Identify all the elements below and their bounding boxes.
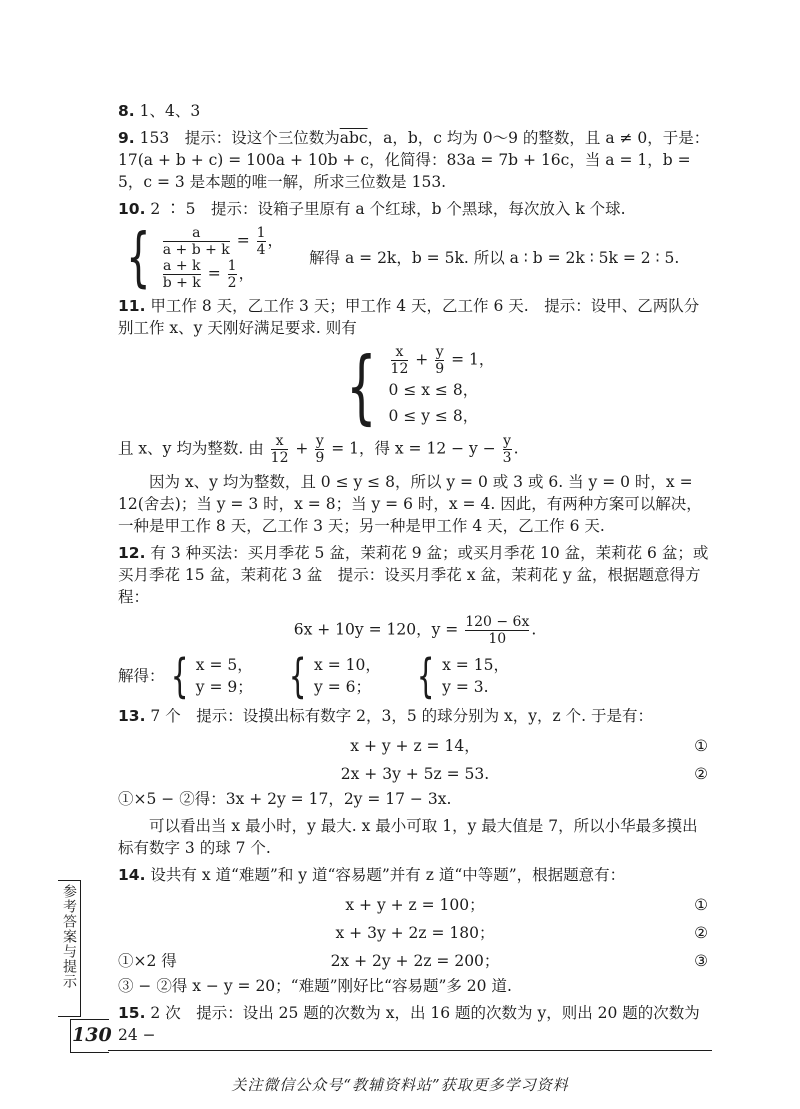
fraction — [163, 225, 230, 258]
answer-text: 设共有 x 道“难题”和 y 道“容易题”并有 z 道“中等题”，根据题意有： — [150, 866, 626, 884]
system-lines — [314, 654, 381, 698]
bottom-rule — [108, 1050, 712, 1051]
numerator: y — [503, 433, 512, 449]
footer-note: 关注微信公众号“教辅资料站”获取更多学习资料 — [231, 1076, 569, 1094]
left-brace: { — [416, 649, 435, 703]
equation-line: $\frac{a + k}{b + k}$ = $\frac{1}{2}$ ， — [162, 258, 255, 291]
equation-marker: ② — [694, 765, 708, 783]
numerator: y — [435, 344, 444, 360]
answer-text: 2 次 提示：设出 25 题的次数为 x，出 16 题的次数为 y，则出 20 题的次数为 24 − — [118, 1004, 700, 1044]
numerator: 1 — [227, 258, 237, 274]
side-tab-label: 参考答案与提示 — [61, 884, 77, 989]
solution-line: x = 5， — [195, 656, 253, 674]
fraction — [271, 433, 289, 466]
solution-system — [411, 649, 509, 703]
solve-label: 解得： — [118, 667, 165, 685]
answer-9 — [118, 127, 712, 193]
system-lines — [161, 225, 283, 291]
answer-text: 2 ∶ 5 提示：设箱子里原有 a 个红球，b 个黑球，每次放入 k 个球. — [150, 200, 626, 218]
answer-text: 153 提示：设这个三位数为 — [139, 129, 340, 147]
numerator: x — [275, 433, 284, 449]
denominator: 2 — [227, 275, 237, 291]
equation-marker: ③ — [694, 952, 708, 970]
numerator: x — [395, 344, 404, 360]
answer-8 — [118, 100, 712, 122]
equation-row — [118, 732, 712, 760]
punct: . — [513, 439, 519, 458]
denominator: 9 — [435, 361, 445, 377]
punct: . — [531, 620, 537, 639]
left-brace: { — [345, 339, 377, 433]
answer-text: ，a，b，c 均为 0～9 的整数，且 a ≠ 0，于是： — [367, 129, 710, 147]
denominator: 10 — [465, 630, 529, 647]
answer-text: 1、4、3 — [139, 102, 201, 120]
question-number: 13. — [118, 707, 146, 725]
equation-system-11 — [118, 339, 712, 433]
equation-line: 0 ≤ x ≤ 8， — [388, 381, 479, 399]
denominator: b + k — [162, 275, 201, 291]
punct: ， — [238, 264, 255, 283]
equation-text: 2x + 3y + 5z = 53. — [340, 765, 490, 783]
denominator: 12 — [390, 361, 409, 377]
left-brace: { — [288, 649, 307, 703]
solution-line: y = 3. — [442, 678, 489, 696]
fraction — [435, 344, 444, 377]
fraction — [391, 344, 409, 377]
equation-line: 0 ≤ y ≤ 8， — [388, 407, 479, 425]
denominator: 12 — [270, 450, 289, 466]
equation-line: $\frac{x}{12}$ + $\frac{y}{9}$ = 1， — [390, 344, 495, 377]
equation-system — [118, 221, 284, 295]
punct: ， — [267, 231, 284, 250]
equation-text: x + y + z = 100； — [345, 896, 485, 914]
answer-text: 甲工作 8 天，乙工作 3 天；甲工作 4 天，乙工作 6 天. 提示：设甲、乙两队分别工作 x、y 天刚好满足要求. 则有 — [118, 297, 700, 337]
equation-line: $\frac{a}{a + b + k}$ = $\frac{1}{4}$ ， — [162, 225, 284, 258]
question-number: 10. — [118, 200, 146, 218]
question-number: 8. — [118, 102, 135, 120]
equation-text: x + y + z = 14， — [350, 737, 480, 755]
solution-line: y = 9； — [195, 678, 253, 696]
overline-digits: $\overline{abc}$ — [339, 129, 368, 147]
equation-system — [336, 339, 495, 433]
solution-line: x = 10， — [314, 656, 381, 674]
answer-13 — [118, 705, 712, 727]
equation-text: 2x + 2y + 2z = 200； — [330, 952, 500, 970]
question-number: 11. — [118, 297, 146, 315]
answer-11-condition: 且 x、y 均为整数. 由 $\frac{x}{12}$ + $\frac{y}{9}$ = 1，得 x = 12 − y − $\frac{y}{3}$ . — [118, 433, 519, 466]
answer-10 — [118, 198, 712, 220]
answer-text: 且 x、y 均为整数. 由 — [118, 439, 264, 458]
equation-tail: = 1， — [451, 350, 495, 369]
question-number: 9. — [118, 129, 135, 147]
solution-line: x = 15， — [442, 656, 509, 674]
answer-paragraph: 因为 x、y 均为整数，且 0 ≤ y ≤ 8，所以 y = 0 或 3 或 6. 当 y = 0 时，x = 12(舍去)；当 y = 3 时，x = 8；当 y = 6 时，x = 4. 因此，有两种方案可以解决，一种是甲工作 8 天，乙工作 3 天；另一种是甲工作 4 天，乙工作 6 天. — [118, 473, 702, 535]
page-number: 130 — [72, 1024, 112, 1046]
fraction — [163, 258, 201, 291]
equation-12 — [118, 614, 712, 647]
fraction — [503, 433, 512, 466]
result-text: 解得 a = 2k，b = 5k. 所以 a ∶ b = 2k ∶ 5k = 2 ∶ 5. — [309, 249, 680, 267]
answer-14 — [118, 864, 712, 886]
numerator: 120 − 6x — [465, 614, 530, 630]
answer-12 — [118, 542, 712, 608]
numerator: a + k — [163, 258, 201, 274]
equation-row — [118, 947, 712, 975]
question-number: 15. — [118, 1004, 146, 1022]
system-lines — [196, 654, 253, 698]
equation-system-10 — [118, 221, 712, 295]
question-number: 12. — [118, 544, 146, 562]
answer-text: 7 个 提示：设摸出标有数字 2，3，5 的球分别为 x，y，z 个. 于是有： — [150, 707, 654, 725]
system-lines — [389, 344, 495, 429]
answer-15 — [118, 1002, 712, 1046]
answer-text: = 1，得 x = 12 − y − — [331, 439, 496, 458]
fraction — [465, 614, 529, 647]
denominator: 4 — [256, 242, 266, 258]
equation-label: ①×2 得 — [118, 952, 177, 970]
solutions-12 — [118, 649, 712, 703]
question-number: 14. — [118, 866, 146, 884]
denominator: 9 — [315, 450, 325, 466]
equation-row — [118, 919, 712, 947]
left-brace: { — [170, 649, 188, 703]
fraction — [228, 258, 237, 291]
answer-text: 有 3 种买法：买月季花 5 盆，茉莉花 9 盆；或买月季花 10 盆，茉莉花 6 盆；或买月季花 15 盆，茉莉花 3 盆 提示：设买月季花 x 盆，茉莉花 y 盆，根据题意得方程： — [118, 544, 709, 606]
equation-marker: ① — [694, 896, 708, 914]
denominator: 3 — [502, 450, 512, 466]
answer-content — [118, 100, 712, 1051]
solution-system — [118, 649, 253, 703]
answer-paragraph: 可以看出当 x 最小时，y 最大. x 最小可取 1，y 最大值是 7，所以小华最多摸出标有数字 3 的球 7 个. — [118, 817, 698, 857]
equation-row — [118, 891, 712, 919]
answer-11 — [118, 295, 712, 339]
derivation-text: ①×5 − ②得：3x + 2y = 17，2y = 17 − 3x. — [118, 790, 452, 808]
equation-marker: ① — [694, 737, 708, 755]
equation-row — [118, 760, 712, 788]
numerator: y — [315, 433, 324, 449]
result-text: ③ − ②得 x − y = 20；“难题”刚好比“容易题”多 20 道. — [118, 977, 512, 995]
fraction — [315, 433, 324, 466]
system-lines — [442, 654, 509, 698]
solution-system — [283, 649, 381, 703]
numerator: a — [192, 225, 201, 241]
equation-text: x + 3y + 2z = 180； — [335, 924, 495, 942]
equation-text: 6x + 10y = 120，y = — [293, 620, 459, 639]
answer-text: 17(a + b + c) = 100a + 10b + c，化简得：83a = 7b + 16c，当 a = 1，b = 5，c = 3 是本题的唯一解，所求三位数是 153. — [118, 151, 691, 191]
fraction — [257, 225, 266, 258]
numerator: 1 — [256, 225, 266, 241]
denominator: a + b + k — [162, 242, 230, 258]
left-brace: { — [126, 221, 151, 295]
equation-marker: ② — [694, 924, 708, 942]
solution-line: y = 6； — [314, 678, 372, 696]
